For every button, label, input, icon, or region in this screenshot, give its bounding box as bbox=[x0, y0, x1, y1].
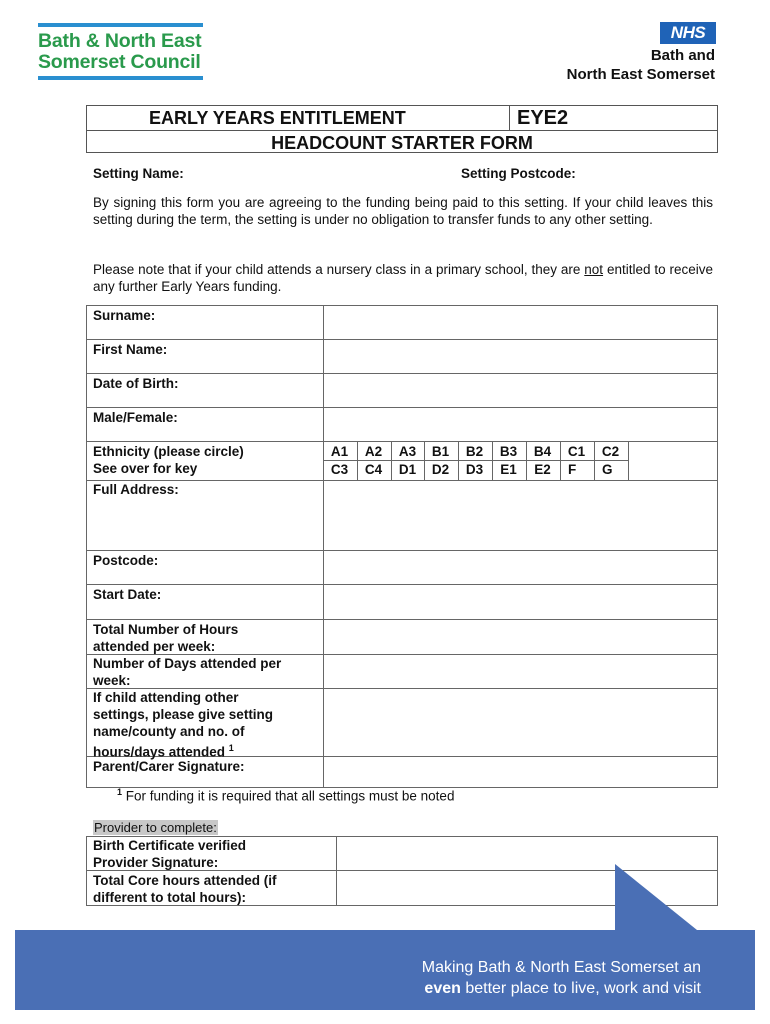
footnote-marker: 1 bbox=[228, 743, 234, 753]
council-logo-rule-top bbox=[38, 23, 203, 27]
hours-field[interactable] bbox=[324, 620, 717, 654]
ethnicity-code[interactable]: B4 bbox=[533, 444, 552, 459]
ethnicity-code[interactable]: C3 bbox=[330, 462, 349, 477]
other-settings-field[interactable] bbox=[324, 689, 717, 756]
form-subtitle: HEADCOUNT STARTER FORM bbox=[271, 133, 533, 153]
council-logo-line2: Somerset Council bbox=[38, 51, 201, 73]
ethnicity-code[interactable]: D3 bbox=[465, 462, 484, 477]
ethnicity-label bbox=[93, 443, 244, 477]
ethnicity-code[interactable]: E2 bbox=[534, 462, 551, 477]
ethnicity-code[interactable]: B2 bbox=[465, 444, 484, 459]
footnote-mark: 1 bbox=[117, 787, 123, 797]
council-logo-rule-bottom bbox=[38, 76, 203, 80]
address-label: Full Address: bbox=[93, 482, 179, 497]
sex-field[interactable] bbox=[324, 408, 717, 441]
nhs-trust-name bbox=[567, 46, 715, 84]
ethnicity-label-line1: Ethnicity (please circle) bbox=[93, 444, 244, 459]
hours-label-line1: Total Number of Hours bbox=[93, 622, 239, 637]
sex-label: Male/Female: bbox=[93, 410, 178, 425]
ethnicity-code[interactable]: F bbox=[568, 462, 577, 477]
first-name-field[interactable] bbox=[324, 340, 717, 373]
other-settings-line1: If child attending other bbox=[93, 690, 239, 705]
footnote bbox=[117, 787, 454, 804]
start-date-field[interactable] bbox=[324, 585, 717, 619]
nursery-class-note bbox=[93, 261, 713, 295]
ethnicity-code[interactable]: C4 bbox=[364, 462, 383, 477]
other-settings-line3: name/county and no. of bbox=[93, 724, 245, 739]
ethnicity-code[interactable]: A3 bbox=[398, 444, 417, 459]
provider-section-label: Provider to complete: bbox=[94, 820, 217, 835]
hours-label bbox=[93, 621, 238, 655]
note-text-end: entitled to receive any further Early Years funding. bbox=[93, 262, 714, 294]
banner-notch bbox=[615, 864, 697, 930]
other-settings-line2: settings, please give setting bbox=[93, 707, 274, 722]
slogan-line2 bbox=[422, 978, 701, 999]
form-title: EARLY YEARS ENTITLEMENT bbox=[149, 108, 406, 128]
ethnicity-code[interactable]: D1 bbox=[398, 462, 417, 477]
start-date-label: Start Date: bbox=[93, 587, 162, 602]
form-title-box bbox=[86, 105, 718, 153]
ethnicity-grid-col bbox=[628, 441, 629, 480]
ethnicity-code[interactable]: D2 bbox=[431, 462, 450, 477]
ethnicity-code[interactable]: C2 bbox=[601, 444, 620, 459]
form-code: EYE2 bbox=[517, 107, 569, 129]
core-hours-line2: different to total hours): bbox=[93, 890, 246, 905]
ethnicity-code[interactable]: A2 bbox=[364, 444, 383, 459]
ethnicity-code[interactable]: E1 bbox=[500, 462, 517, 477]
first-name-label: First Name: bbox=[93, 342, 168, 357]
other-settings-label bbox=[93, 689, 273, 761]
surname-field[interactable] bbox=[324, 306, 717, 339]
dob-label: Date of Birth: bbox=[93, 376, 179, 391]
council-logo-line1: Bath & North East bbox=[38, 30, 202, 52]
funding-agreement-text: By signing this form you are agreeing to the funding being paid to this setting. If your child leaves this setting during the term, the setting is under no obligation to transfer funds to any other setting. bbox=[93, 195, 713, 227]
row-divider bbox=[86, 441, 718, 442]
note-text-start: Please note that if your child attends a nursery class in a primary school, they are bbox=[93, 262, 585, 277]
postcode-label: Postcode: bbox=[93, 553, 159, 568]
footer-slogan bbox=[422, 957, 701, 999]
parent-signature-field[interactable] bbox=[324, 757, 717, 787]
setting-postcode-label: Setting Postcode: bbox=[461, 166, 576, 181]
council-logo bbox=[38, 31, 201, 73]
hours-label-line2: attended per week: bbox=[93, 639, 216, 654]
surname-label: Surname: bbox=[93, 308, 156, 323]
days-label-line2: week: bbox=[93, 673, 131, 688]
ethnicity-code[interactable]: A1 bbox=[330, 444, 349, 459]
dob-field[interactable] bbox=[324, 374, 717, 407]
ethnicity-label-line2: See over for key bbox=[93, 461, 198, 476]
postcode-field[interactable] bbox=[324, 551, 717, 584]
nhs-logo: NHS bbox=[660, 22, 716, 44]
ethnicity-code[interactable]: B1 bbox=[431, 444, 450, 459]
days-label-line1: Number of Days attended per bbox=[93, 656, 282, 671]
days-field[interactable] bbox=[324, 655, 717, 688]
footnote-text: For funding it is required that all settings must be noted bbox=[122, 788, 455, 804]
other-settings-line4-text: hours/days attended bbox=[93, 744, 229, 760]
slogan-line2-text: better place to live, work and visit bbox=[460, 980, 701, 997]
address-field[interactable] bbox=[324, 481, 717, 550]
birth-certificate-line2: Provider Signature: bbox=[93, 855, 219, 870]
nhs-trust-line2: North East Somerset bbox=[566, 66, 715, 83]
note-text-emphasis: not bbox=[584, 262, 604, 277]
slogan-line1: Making Bath & North East Somerset an bbox=[421, 959, 701, 976]
birth-certificate-line1: Birth Certificate verified bbox=[93, 838, 247, 853]
core-hours-line1: Total Core hours attended (if bbox=[93, 873, 277, 888]
days-label bbox=[93, 655, 281, 689]
ethnicity-code[interactable]: G bbox=[602, 462, 613, 477]
ethnicity-code[interactable]: C1 bbox=[567, 444, 586, 459]
ethnicity-code[interactable]: B3 bbox=[499, 444, 518, 459]
setting-name-label: Setting Name: bbox=[93, 166, 184, 181]
slogan-emphasis: even bbox=[424, 980, 461, 997]
nhs-trust-line1: Bath and bbox=[650, 47, 715, 64]
parent-signature-label: Parent/Carer Signature: bbox=[93, 759, 245, 774]
